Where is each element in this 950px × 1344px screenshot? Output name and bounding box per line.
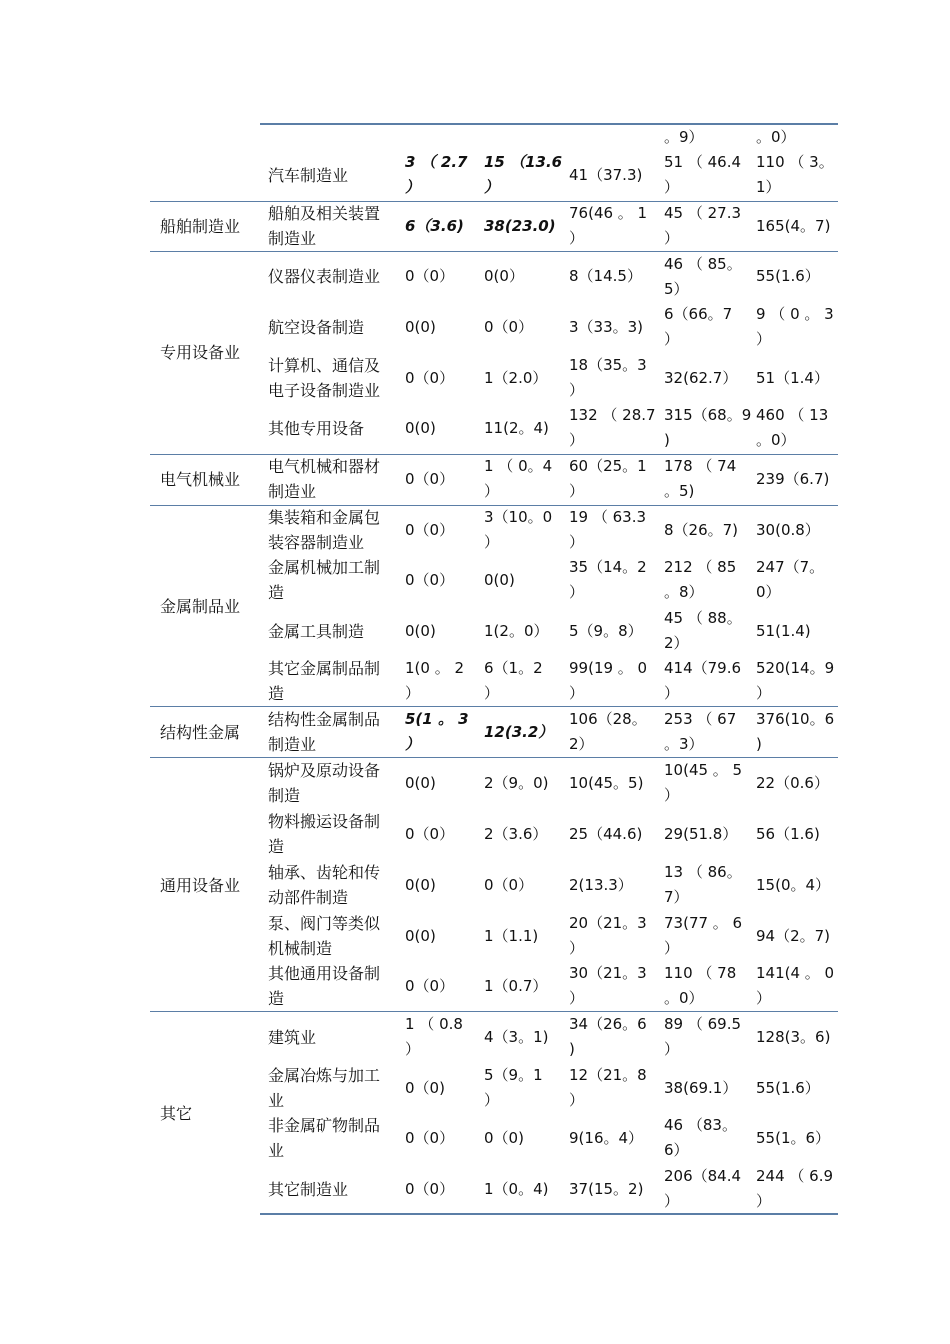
table-cell: 46 （ 85。 5） bbox=[664, 255, 742, 298]
subcategory-label: 集装箱和金属包 装容器制造业 bbox=[268, 508, 381, 552]
table-cell: 76(46 。 1 ） bbox=[569, 204, 648, 247]
table-cell: 239（6.7) bbox=[756, 470, 830, 488]
category-label: 船舶制造业 bbox=[160, 217, 241, 236]
table-cell: 0（0） bbox=[405, 369, 455, 387]
table-cell: 244 （ 6.9 ） bbox=[756, 1167, 834, 1210]
subcategory-label: 电气机械和器材 制造业 bbox=[268, 457, 381, 501]
table-cell: 9(16。4） bbox=[569, 1129, 644, 1147]
subcategory-label: 船舶及相关装置 制造业 bbox=[268, 204, 381, 248]
table-cell: 460 （ 13 。0） bbox=[756, 406, 829, 449]
table-cell: 11(2。4) bbox=[484, 419, 549, 437]
table-cell: 45 （ 27.3 ） bbox=[664, 204, 742, 247]
table-cell: 6（3.6) bbox=[405, 217, 464, 235]
subcategory-label: 金属工具制造 bbox=[268, 622, 365, 641]
table-cell: 1(0 。 2 ） bbox=[405, 659, 465, 702]
table-cell: 60（25。1 ） bbox=[569, 457, 647, 500]
table-cell: 2（3.6） bbox=[484, 825, 548, 843]
table-cell: 46 （83。 6） bbox=[664, 1116, 737, 1159]
table-cell: 1(2。0） bbox=[484, 622, 549, 640]
table-cell: 3（33。3) bbox=[569, 318, 644, 336]
subcategory-label: 其它制造业 bbox=[268, 1180, 349, 1199]
table-cell: 0(0) bbox=[405, 419, 436, 437]
subcategory-label: 金属冶炼与加工 业 bbox=[268, 1066, 381, 1110]
table-cell: 15 （13.6 ） bbox=[484, 153, 563, 196]
table-cell: 22（0.6） bbox=[756, 774, 829, 792]
category-label: 电气机械业 bbox=[160, 470, 241, 489]
table-cell: 1（2.0） bbox=[484, 369, 548, 387]
subcategory-label: 锅炉及原动设备 制造 bbox=[268, 761, 381, 805]
table-cell: 141(4 。 0 ） bbox=[756, 964, 835, 1007]
table-cell: 376(10。6 ) bbox=[756, 710, 835, 753]
subcategory-label: 其他专用设备 bbox=[268, 419, 365, 438]
table-cell: 。9） bbox=[664, 128, 704, 146]
table-cell: 10(45。5) bbox=[569, 774, 644, 792]
table-cell: 5（9。8） bbox=[569, 622, 643, 640]
table-cell: 0(0) bbox=[405, 876, 436, 894]
table-cell: 0（0) bbox=[484, 1129, 524, 1147]
category-label: 其它 bbox=[160, 1104, 193, 1123]
table-cell: 。0） bbox=[756, 128, 796, 146]
table-cell: 0（0） bbox=[405, 825, 455, 843]
subcategory-label: 金属机械加工制 造 bbox=[268, 558, 381, 602]
table-cell: 34（26。6 ) bbox=[569, 1015, 647, 1058]
table-cell: 18（35。3 ） bbox=[569, 356, 647, 399]
table-cell: 110 （ 78 。0） bbox=[664, 964, 737, 1007]
subcategory-label: 建筑业 bbox=[268, 1028, 317, 1047]
table-cell: 94（2。7) bbox=[756, 927, 831, 945]
table-cell: 110 （ 3。 1） bbox=[756, 153, 834, 196]
table-cell: 0（0） bbox=[405, 1129, 455, 1147]
table-cell: 10(45 。 5 ） bbox=[664, 761, 743, 804]
table-cell: 38(69.1） bbox=[664, 1079, 738, 1097]
table-cell: 0(0) bbox=[405, 318, 436, 336]
table-cell: 212 （ 85 。8） bbox=[664, 558, 737, 601]
table-cell: 3 （ 2.7 ） bbox=[405, 153, 468, 196]
table-cell: 30（21。3 ） bbox=[569, 964, 647, 1007]
table-cell: 41（37.3) bbox=[569, 166, 643, 184]
subcategory-label: 其它金属制品制 造 bbox=[268, 659, 381, 703]
category-label: 专用设备业 bbox=[160, 343, 241, 362]
table-cell: 2(13.3） bbox=[569, 876, 633, 894]
table-cell: 0(0) bbox=[405, 774, 436, 792]
table-cell: 0(0) bbox=[484, 571, 515, 589]
table-cell: 15(0。4） bbox=[756, 876, 831, 894]
table-cell: 0（0） bbox=[484, 876, 534, 894]
table-cell: 6（1。2 ） bbox=[484, 659, 543, 702]
subcategory-label: 轴承、齿轮和传 动部件制造 bbox=[268, 863, 381, 907]
table-cell: 56（1.6) bbox=[756, 825, 820, 843]
table-cell: 106（28。 2） bbox=[569, 710, 647, 753]
table-cell: 2（9。0) bbox=[484, 774, 549, 792]
subcategory-label: 结构性金属制品 制造业 bbox=[268, 710, 381, 754]
category-label: 金属制品业 bbox=[160, 597, 241, 616]
table-cell: 12(3.2） bbox=[484, 723, 554, 741]
table-cell: 51(1.4) bbox=[756, 622, 811, 640]
table-cell: 30(0.8） bbox=[756, 521, 820, 539]
table-cell: 1（0.7） bbox=[484, 977, 548, 995]
table-cell: 45 （ 88。 2） bbox=[664, 609, 742, 652]
table-cell: 20（21。3 ） bbox=[569, 914, 647, 957]
table-cell: 73(77 。 6 ） bbox=[664, 914, 743, 957]
subcategory-label: 仪器仪表制造业 bbox=[268, 267, 381, 286]
table-cell: 9 （ 0 。 3 ） bbox=[756, 305, 834, 348]
table-cell: 29(51.8） bbox=[664, 825, 738, 843]
table-cell: 6（66。7 ） bbox=[664, 305, 733, 348]
table-cell: 0(0） bbox=[484, 267, 524, 285]
table-cell: 3（10。0 ） bbox=[484, 508, 553, 551]
subcategory-label: 汽车制造业 bbox=[268, 166, 349, 185]
subcategory-label: 计算机、通信及 电子设备制造业 bbox=[268, 356, 381, 400]
table-cell: 55(1.6） bbox=[756, 267, 820, 285]
table-cell: 165(4。7) bbox=[756, 217, 831, 235]
table-cell: 520(14。9 ） bbox=[756, 659, 835, 702]
table-cell: 132 （ 28.7 ） bbox=[569, 406, 656, 449]
table-cell: 37(15。2) bbox=[569, 1180, 644, 1198]
table-cell: 89 （ 69.5 ） bbox=[664, 1015, 742, 1058]
table-cell: 1 （ 0。4 ） bbox=[484, 457, 553, 500]
table-cell: 8（26。7) bbox=[664, 521, 739, 539]
table-cell: 0（0) bbox=[405, 1079, 445, 1097]
table-cell: 55(1。6） bbox=[756, 1129, 831, 1147]
table-cell: 13 （ 86。 7） bbox=[664, 863, 742, 906]
table-cell: 12（21。8 ） bbox=[569, 1066, 647, 1109]
table-cell: 1（1.1) bbox=[484, 927, 539, 945]
table-cell: 19 （ 63.3 ） bbox=[569, 508, 647, 551]
table-cell: 32(62.7） bbox=[664, 369, 738, 387]
table-cell: 414（79.6 ） bbox=[664, 659, 742, 702]
table-cell: 51（1.4） bbox=[756, 369, 829, 387]
subcategory-label: 非金属矿物制品 业 bbox=[268, 1116, 381, 1160]
table-cell: 1 （ 0.8 ） bbox=[405, 1015, 463, 1058]
table-cell: 4（3。1) bbox=[484, 1028, 549, 1046]
subcategory-label: 泵、阀门等类似 机械制造 bbox=[268, 914, 381, 958]
table-cell: 0（0） bbox=[484, 318, 534, 336]
table-cell: 5（9。1 ） bbox=[484, 1066, 543, 1109]
subcategory-label: 物料搬运设备制 造 bbox=[268, 812, 381, 856]
table-cell: 178 （ 74 。5) bbox=[664, 457, 737, 500]
table-cell: 35（14。2 ） bbox=[569, 558, 647, 601]
table-cell: 0(0) bbox=[405, 622, 436, 640]
table-cell: 206（84.4 ） bbox=[664, 1167, 742, 1210]
table-cell: 0（0） bbox=[405, 977, 455, 995]
table-cell: 25（44.6) bbox=[569, 825, 643, 843]
table-cell: 0（0） bbox=[405, 267, 455, 285]
table-cell: 315（68。9 ) bbox=[664, 406, 752, 449]
table-cell: 0(0) bbox=[405, 927, 436, 945]
subcategory-label: 其他通用设备制 造 bbox=[268, 964, 381, 1008]
table-cell: 0（0） bbox=[405, 1180, 455, 1198]
table-cell: 5(1 。 3 ） bbox=[405, 710, 469, 753]
category-label: 通用设备业 bbox=[160, 876, 241, 895]
table-cell: 0（0） bbox=[405, 571, 455, 589]
table-cell: 8（14.5） bbox=[569, 267, 642, 285]
table-cell: 51 （ 46.4 ） bbox=[664, 153, 742, 196]
table-cell: 99(19 。 0 ） bbox=[569, 659, 648, 702]
table-cell: 38(23.0) bbox=[484, 217, 556, 235]
table-cell: 0（0） bbox=[405, 470, 455, 488]
table-cell: 0（0） bbox=[405, 521, 455, 539]
table-cell: 55(1.6） bbox=[756, 1079, 820, 1097]
table-cell: 247（7。 0） bbox=[756, 558, 825, 601]
subcategory-label: 航空设备制造 bbox=[268, 318, 365, 337]
table-cell: 128(3。6) bbox=[756, 1028, 831, 1046]
table-cell: 1（0。4) bbox=[484, 1180, 549, 1198]
table-cell: 253 （ 67 。3） bbox=[664, 710, 737, 753]
category-label: 结构性金属 bbox=[160, 723, 241, 742]
